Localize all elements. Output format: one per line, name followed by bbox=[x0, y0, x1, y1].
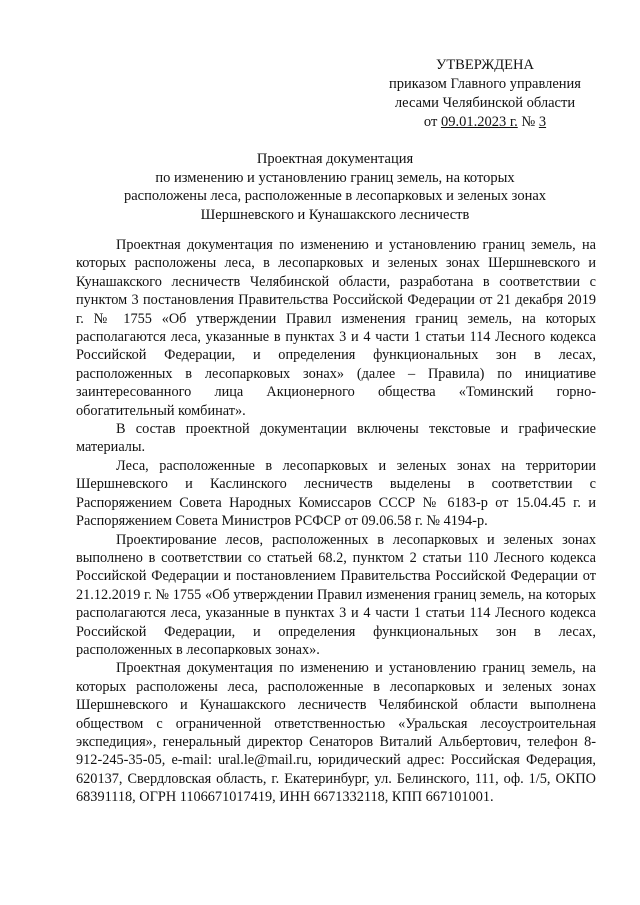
title-line-2: по изменению и установлению границ земель, на которых bbox=[155, 169, 515, 186]
approval-date: 09.01.2023 г. bbox=[440, 114, 518, 130]
paragraph-5: Проектная документация по изменению и установлению границ земель, на которых расположены леса, расположенные в лесопарковых и зеленых зонах Шершневского и Кунашакского лесничеств Челябинской области выполнена обществом с ограниченной ответственностью «Уральская лесоустроительная экспедиция», генеральный директор Сенаторов Виталий Альбертович, телефон 8-912-245-35-05, e-mail: ural.le@mail.ru, юридический адрес: Российская Федерация, 620137, Свердловская область, г. Екатеринбург, ул. Белинского, 111, оф. 1/5, ОКПО 68391118, ОГРН 1106671017419, ИНН 6671332118, КПП 667101001. bbox=[76, 660, 596, 806]
paragraph-2: В состав проектной документации включены текстовые и графические материалы. bbox=[76, 421, 596, 456]
approval-number-sign: № bbox=[521, 114, 536, 130]
paragraph-4: Проектирование лесов, расположенных в лесопарковых и зеленых зонах выполнено в соответствии со статьей 68.2, пунктом 2 статьи 110 Лесного кодекса Российской Федерации и постановлением Правительства Российской Федерации от 21.12.2019 г. № 1755 «Об утверждении Правил изменения границ земель, на которых располагаются леса, указанные в пунктах 3 и 4 части 1 статьи 114 Лесного кодекса Российской Федерации, и определения функциональных зон в лесах, расположенных в лесопарковых зонах». bbox=[76, 531, 596, 658]
document-title bbox=[70, 150, 600, 224]
paragraph-3: Леса, расположенные в лесопарковых и зеленых зонах на территории Шершневского и Каслинского лесничеств выделены в соответствии с Распоряжением Совета Народных Комиссаров СССР № 6183-р от 15.04.45 г. и Распоряжением Совета Министров РСФСР от 09.06.58 г. № 4194-р. bbox=[76, 457, 596, 530]
approval-number: 3 bbox=[538, 114, 547, 130]
approval-line-1: приказом Главного управления bbox=[389, 76, 581, 92]
document-body bbox=[76, 236, 596, 807]
approval-stamp bbox=[370, 56, 600, 132]
title-line-1: Проектная документация bbox=[256, 151, 414, 167]
approval-date-prefix: от bbox=[423, 114, 438, 130]
approval-line-2: лесами Челябинской области bbox=[394, 95, 576, 111]
title-line-3: расположены леса, расположенные в лесопарковых и зеленых зонах bbox=[123, 188, 547, 204]
paragraph-1: Проектная документация по изменению и установлению границ земель, на которых расположены леса, в лесопарковых и зеленых зонах Шершневского и Кунашакского лесничеств Челябинской области, разработана в соответствии с пунктом 3 постановления Правительства Российской Федерации от 21 декабря 2019 г. № 1755 «Об утверждении Правил изменения границ земель, на которых располагаются леса, указанные в пунктах 3 и 4 части 1 статьи 114 Лесного кодекса Российской Федерации, и определения функциональных зон в лесах, расположенных в лесопарковых зонах» (далее – Правила) по инициативе заинтересованного лица Акционерного общества «Томинский горно-обогатительный комбинат». bbox=[76, 237, 596, 419]
title-line-4: Шершневского и Кунашакского лесничеств bbox=[200, 206, 470, 223]
approval-date-line bbox=[370, 113, 600, 132]
approval-heading: УТВЕРЖДЕНА bbox=[436, 57, 534, 73]
